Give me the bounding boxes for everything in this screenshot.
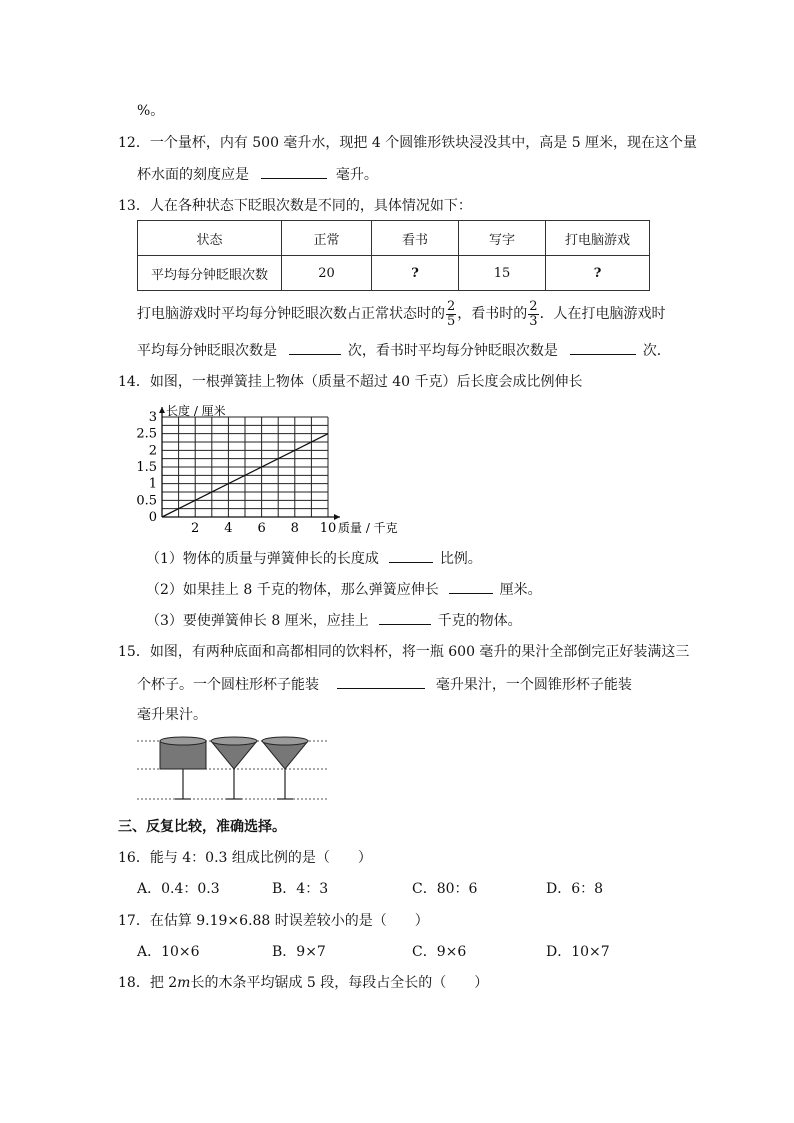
chart-grid — [162, 417, 328, 517]
x-tick-label: 2 — [191, 521, 200, 536]
q18-stem — [118, 973, 488, 993]
y-tick-label: 2 — [148, 443, 157, 459]
y-tick-label: 1.5 — [136, 460, 157, 475]
q13-text-2b: 次，看书时平均每分钟眨眼次数是 — [347, 343, 558, 359]
q16-option-a[interactable]: A．0.4：0.3 — [137, 881, 220, 897]
q17-option-a[interactable]: A．10×6 — [137, 944, 200, 960]
table-cell: ? — [546, 256, 650, 291]
section-3-heading: 三、反复比较，准确选择。 — [118, 819, 286, 835]
top-fragment: %。 — [137, 103, 165, 119]
table-cell: 20 — [282, 256, 372, 291]
x-tick-label: 8 — [290, 521, 299, 536]
q15-line2 — [137, 674, 632, 695]
cone-cup-icon — [262, 737, 308, 799]
q14-sub1-text-a: （1）物体的质量与弹簧伸长的长度成 — [146, 551, 379, 567]
q14-sub2-text-a: （2）如果挂上 8 千克的物体，那么弹簧应伸长 — [146, 582, 439, 598]
q13-text-1b: ，看书时的 — [457, 306, 528, 322]
q14-sub3-text-a: （3）要使弹簧伸长 8 厘米，应挂上 — [146, 613, 369, 629]
q12-answer-blank[interactable] — [261, 164, 327, 179]
q15-text-2a: 个杯子。一个圆柱形杯子能装 — [137, 677, 319, 693]
q14-sub3-text-b: 千克的物体。 — [437, 613, 522, 629]
q13-answer-blank-2[interactable] — [570, 340, 636, 355]
blink-table — [137, 220, 650, 291]
q14-answer-blank-2[interactable] — [449, 579, 493, 594]
table-header-cell: 看书 — [372, 221, 459, 256]
y-tick-label: 0 — [148, 510, 157, 525]
q16-option-c[interactable]: C．80：6 — [412, 881, 478, 897]
q13-intro: 13．人在各种状态下眨眼次数是不同的，具体情况如下： — [118, 198, 472, 214]
q12-line1: 12．一个量杯，内有 500 毫升水，现把 4 个圆锥形铁块浸没其中，高是 5 厘米，现在这个量 — [118, 135, 698, 151]
q15-line1: 15．如图，有两种底面和高都相同的饮料杯，将一瓶 600 毫升的果汁全部倒完正好装满这三 — [118, 644, 690, 660]
q14-intro: 14．如图，一根弹簧挂上物体（质量不超过 40 千克）后长度会成比例伸长 — [118, 374, 583, 390]
table-cell: ? — [372, 256, 459, 291]
q15-answer-blank-1[interactable] — [337, 674, 425, 689]
y-tick-label: 1 — [148, 476, 157, 492]
x-axis-arrow-icon — [334, 514, 340, 520]
q14-answer-blank-3[interactable] — [379, 610, 431, 625]
spring-length-chart — [130, 396, 420, 536]
q16-stem: 16．能与 4：0.3 组成比例的是（ ） — [118, 850, 372, 866]
q14-sub3 — [146, 610, 522, 631]
q17-option-c[interactable]: C．9×6 — [412, 944, 467, 960]
x-tick-label: 4 — [224, 521, 233, 536]
table-header-cell: 状态 — [138, 221, 282, 256]
q18-unit: m — [177, 975, 191, 991]
table-cell: 平均每分钟眨眼次数 — [138, 256, 282, 291]
q14-sub1-text-b: 比例。 — [439, 551, 482, 567]
table-header-cell: 正常 — [282, 221, 372, 256]
table-row — [138, 221, 650, 256]
q18-text-b: 长的木条平均锯成 5 段，每段占全长的（ ） — [190, 975, 489, 991]
q15-text-2b: 毫升果汁，一个圆锥形杯子能装 — [435, 677, 632, 693]
y-axis-label: 长度 / 厘米 — [166, 404, 226, 418]
q15-line3: 毫升果汁。 — [137, 707, 207, 723]
y-tick-label: 0.5 — [136, 493, 157, 509]
cylinder-cup-icon — [160, 737, 206, 799]
fraction-numerator: 2 — [447, 298, 456, 314]
chart-axes — [159, 407, 340, 520]
q12-text-b: 毫升。 — [335, 167, 378, 183]
q13-answer-blank-1[interactable] — [289, 340, 341, 355]
q13-text-2c: 次． — [642, 343, 671, 359]
cups-illustration — [133, 732, 333, 806]
q13-line1 — [137, 299, 666, 329]
q17-option-d[interactable]: D．10×7 — [546, 944, 610, 960]
table-header-cell: 写字 — [459, 221, 546, 256]
q14-sub2-text-b: 厘米。 — [499, 582, 542, 598]
q14-sub2 — [146, 579, 542, 600]
fraction-numerator: 2 — [529, 298, 538, 314]
q12-text-a: 杯水面的刻度应是 — [137, 167, 249, 183]
fraction-denominator: 5 — [447, 313, 456, 329]
q16-option-b[interactable]: B．4：3 — [272, 881, 329, 897]
x-tick-label: 6 — [257, 521, 266, 536]
y-axis-arrow-icon — [159, 407, 165, 413]
table-row — [138, 256, 650, 291]
y-tick-label: 2.5 — [136, 426, 157, 442]
q18-text-a: 18．把 2 — [118, 975, 178, 991]
table-header-cell: 打电脑游戏 — [546, 221, 650, 256]
x-axis-label: 质量 / 千克 — [338, 521, 398, 535]
fraction-2-5 — [446, 300, 456, 329]
q13-text-1c: ．人在打电脑游戏时 — [539, 306, 666, 322]
q13-text-1a: 打电脑游戏时平均每分钟眨眼次数占正常状态时的 — [137, 306, 445, 322]
fraction-denominator: 3 — [529, 313, 538, 329]
q17-option-b[interactable]: B．9×7 — [272, 944, 326, 960]
y-tick-label: 3 — [148, 410, 157, 425]
q14-sub1 — [146, 548, 482, 569]
q17-stem: 17．在估算 9.19×6.88 时误差较小的是（ ） — [118, 913, 429, 929]
q16-option-d[interactable]: D．6：8 — [546, 881, 604, 897]
cone-cup-icon — [211, 737, 257, 799]
table-cell: 15 — [459, 256, 546, 291]
x-tick-label: 10 — [319, 521, 337, 536]
q12-line2 — [137, 164, 378, 185]
q14-answer-blank-1[interactable] — [389, 548, 433, 563]
fraction-2-3 — [528, 300, 538, 329]
q13-text-2a: 平均每分钟眨眼次数是 — [137, 343, 277, 359]
q13-line2 — [137, 340, 671, 361]
